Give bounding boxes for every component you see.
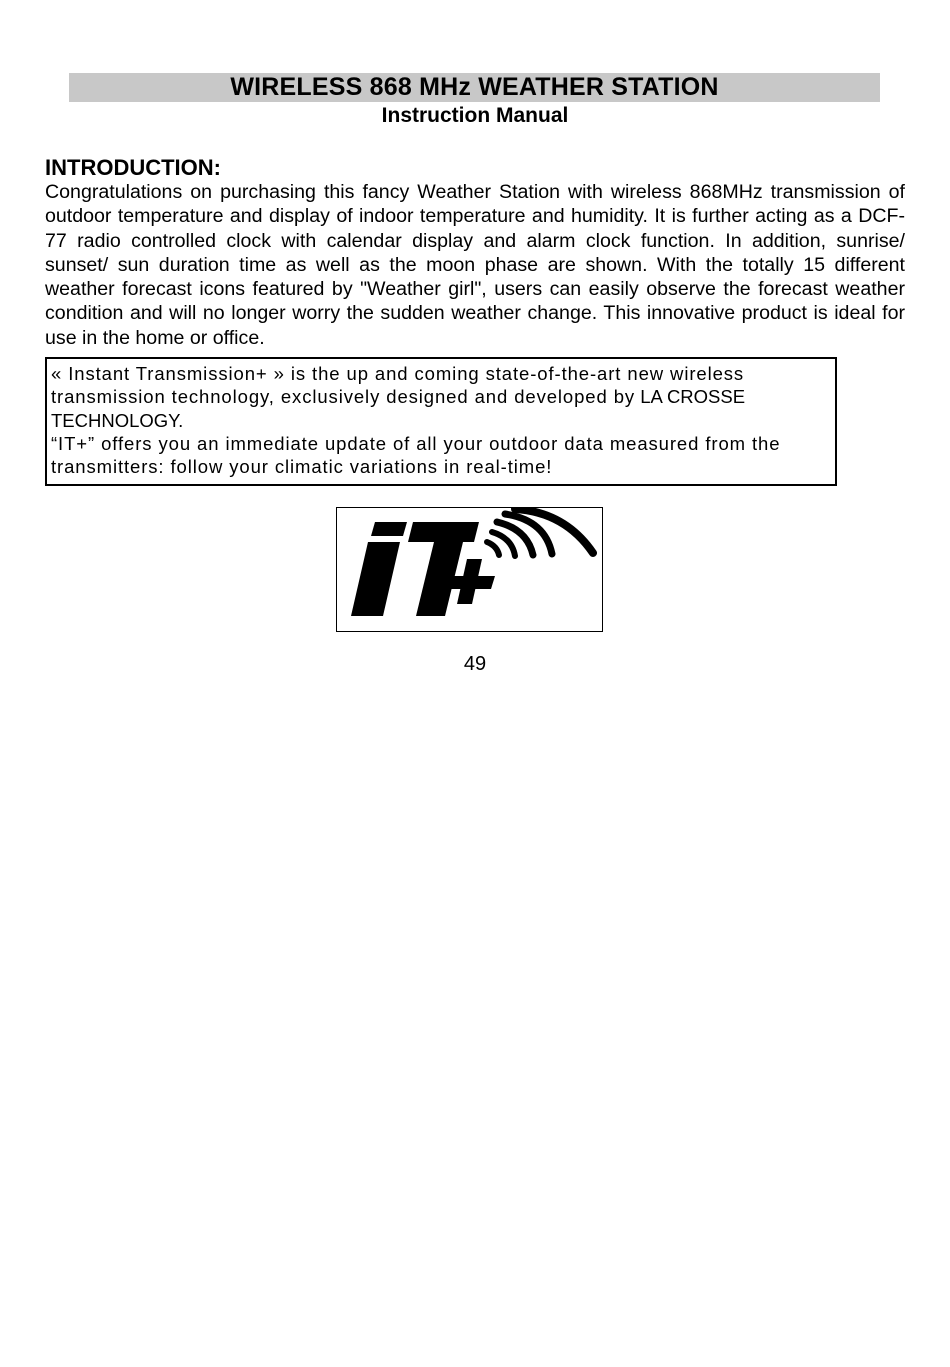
introduction-heading: INTRODUCTION: [45, 155, 221, 180]
info-text-description: « Instant Transmission+ » is the up and coming state-of-the-art new wireless transmission technology, exclusively designed and developed by [51, 363, 745, 408]
info-paragraph-technology [51, 362, 831, 432]
it-plus-logo-icon [336, 507, 603, 632]
document-subtitle: Instruction Manual [381, 104, 569, 127]
introduction-paragraph: Congratulations on purchasing this fancy Weather Station with wireless 868MHz transmission of outdoor temperature and display of indoor temperature and humidity. It is further acting as a DCF-77 radio controlled clock with calendar display and alarm clock function. In addition, sunrise/ sunset/ sun duration time as well as the moon phase are shown. With the totally 15 different weather forecast icons featured by "Weather girl", users can easily observe the forecast weather condition and will no longer worry the sudden weather change. This innovative product is ideal for use in the home or office. [45, 181, 905, 349]
it-plus-logo-graphic [337, 508, 602, 631]
document-title: WIRELESS 868 MHz WEATHER STATION [69, 73, 880, 102]
info-paragraph-updates: “IT+” offers you an immediate update of all your outdoor data measured from the transmitters: follow your climatic variations in real-time! [51, 432, 781, 478]
info-text-company: LA CROSSE TECHNOLOGY. [51, 386, 746, 431]
page-number: 49 [463, 653, 487, 675]
instant-transmission-info-box [45, 357, 837, 486]
